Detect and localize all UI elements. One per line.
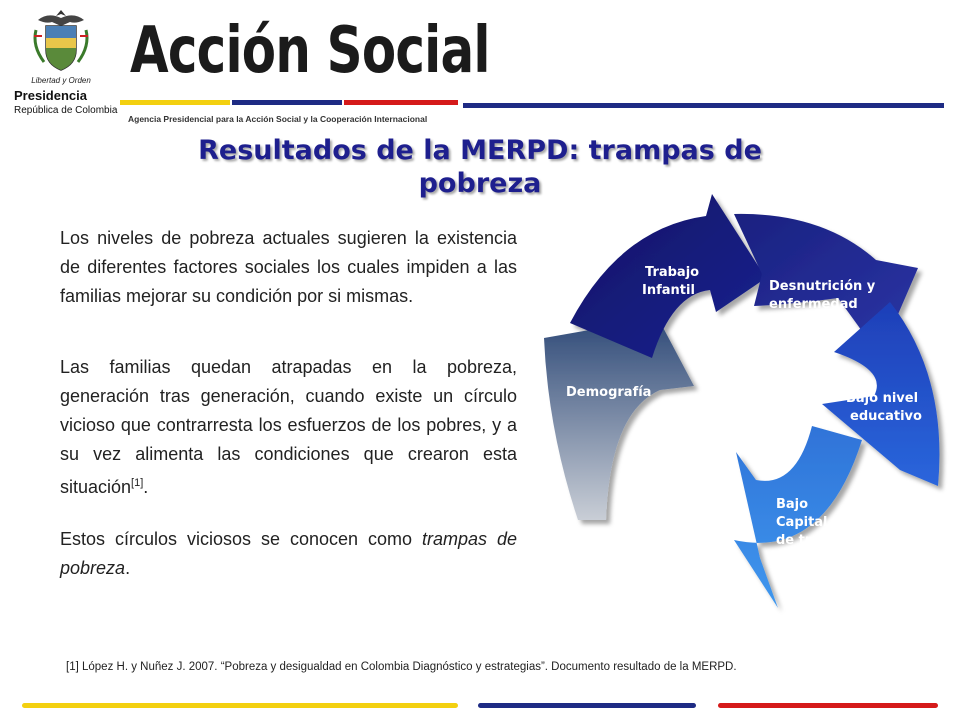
- presidencia-label: Presidencia: [14, 88, 87, 103]
- label-demografia: Demografía: [566, 385, 652, 400]
- label-bajo-nivel-educativo: [846, 390, 922, 426]
- brand-name: Acción Social: [130, 14, 490, 88]
- label-capital-line2: Capital: [776, 515, 828, 530]
- footnote: [1] López H. y Nuñez J. 2007. “Pobreza y desigualdad en Colombia Diagnóstico y estrategias”. Documento resultado de la MERPD.: [66, 661, 737, 673]
- accion-social-logo: [120, 14, 490, 124]
- bottom-bar-yellow: [22, 703, 458, 708]
- poverty-trap-cycle-diagram: [540, 190, 960, 620]
- label-capital-line3: de trabajo: [776, 533, 852, 548]
- brand-subtitle: Agencia Presidencial para la Acción Social y la Cooperación Internacional: [128, 114, 428, 124]
- label-desnutricion-line2: enfermedad: [769, 297, 858, 312]
- label-desnutricion-line1: Desnutrición y: [769, 279, 876, 294]
- paragraph-trampas: [60, 525, 517, 583]
- segment-demografia: [544, 318, 694, 520]
- brand-underline: [120, 100, 458, 105]
- bottom-bar-red: [718, 703, 938, 708]
- label-trabajo-line2: Infantil: [642, 283, 695, 298]
- paragraph-intro: Los niveles de pobreza actuales sugieren la existencia de diferentes factores sociales los cuales impiden a las familias mejorar su condición por si mismas.: [60, 228, 517, 306]
- bottom-bar-blue: [478, 703, 696, 708]
- paragraph-cycle: [60, 353, 517, 502]
- label-capital-line1: Bajo: [776, 497, 809, 512]
- label-educativo-line2: educativo: [850, 409, 922, 424]
- paragraph-cycle-end: .: [143, 477, 149, 497]
- label-trabajo-line1: Trabajo: [645, 265, 700, 280]
- label-educativo-line1: Bajo nivel: [846, 391, 919, 406]
- crest-motto: Libertad y Orden: [31, 76, 91, 85]
- presidencia-logo: [6, 6, 116, 126]
- paragraph-trampas-text: Estos círculos viciosos se conocen como: [60, 529, 422, 549]
- footnote-ref[interactable]: [1]: [131, 477, 144, 489]
- trampas-emphasis: trampas de pobreza: [60, 529, 518, 578]
- slide-title: Resultados de la MERPD: trampas de pobreza: [198, 135, 762, 199]
- header-rule: [463, 103, 944, 108]
- paragraph-cycle-text: Las familias quedan atrapadas en la pobreza, generación tras generación, cuando existe un círculo vicioso que contrarresta los esfuerzos de los pobres, y a su vez alimenta las condiciones que crearon esta situación: [60, 357, 517, 497]
- label-desnutricion: [769, 278, 875, 314]
- country-label: República de Colombia: [14, 105, 118, 116]
- coat-of-arms-icon: [30, 6, 92, 76]
- label-trabajo-infantil: [642, 264, 699, 300]
- label-bajo-capital: [776, 496, 852, 550]
- paragraph-trampas-end: .: [125, 558, 131, 578]
